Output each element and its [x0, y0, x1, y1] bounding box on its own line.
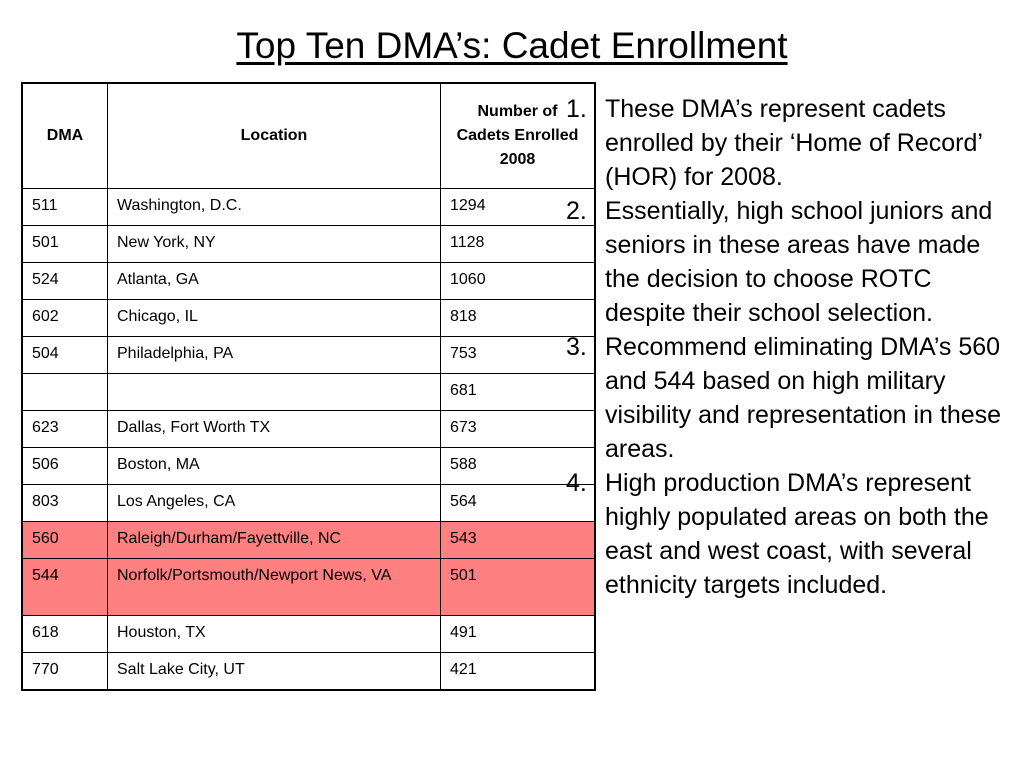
cell-location: Chicago, IL: [108, 300, 441, 337]
note-item: [564, 92, 1004, 194]
table-row: [22, 411, 595, 448]
cell-location: Norfolk/Portsmouth/Newport News, VA: [108, 559, 441, 616]
cell-cadets: 501: [441, 559, 596, 616]
cell-location: Salt Lake City, UT: [108, 653, 441, 690]
cell-dma: 504: [22, 337, 108, 374]
cell-dma: 544: [22, 559, 108, 616]
cell-dma: 803: [22, 485, 108, 522]
table-row: [22, 337, 595, 374]
cell-cadets: 1128: [441, 226, 596, 263]
table-row: [22, 485, 595, 522]
enrollment-table-container: [21, 82, 596, 691]
cell-dma: 602: [22, 300, 108, 337]
table-row: [22, 300, 595, 337]
cell-dma: 506: [22, 448, 108, 485]
cell-cadets: 1294: [441, 189, 596, 226]
cell-cadets: 753: [441, 337, 596, 374]
table-row: [22, 263, 595, 300]
cell-location: Dallas, Fort Worth TX: [108, 411, 441, 448]
note-text: High production DMA’s represent highly populated areas on both the east and west coast, with several ethnicity targets included.: [605, 469, 989, 599]
cell-dma: [22, 374, 108, 411]
cell-dma: 623: [22, 411, 108, 448]
table-row: [22, 616, 595, 653]
cell-dma: 524: [22, 263, 108, 300]
table-row-highlighted: [22, 559, 595, 616]
cell-location: Houston, TX: [108, 616, 441, 653]
header-location: Location: [108, 83, 441, 189]
cell-location: Washington, D.C.: [108, 189, 441, 226]
table-header-row: [22, 83, 595, 189]
table-row-highlighted: [22, 522, 595, 559]
cell-location: [108, 374, 441, 411]
header-cadets-enrolled: Number of Cadets Enrolled 2008: [441, 83, 596, 189]
header-dma: DMA: [22, 83, 108, 189]
cell-cadets: 564: [441, 485, 596, 522]
page-title: Top Ten DMA’s: Cadet Enrollment: [236, 25, 788, 66]
table-row: [22, 448, 595, 485]
note-number: 3.: [566, 333, 587, 361]
note-item: [564, 194, 1004, 330]
cell-dma: 770: [22, 653, 108, 690]
note-item: [564, 330, 1004, 466]
cell-dma: 618: [22, 616, 108, 653]
cell-cadets: 421: [441, 653, 596, 690]
cell-cadets: 818: [441, 300, 596, 337]
note-text: Essentially, high school juniors and seniors in these areas have made the decision to choose ROTC despite their school selection.: [605, 197, 993, 327]
note-number: 2.: [566, 197, 587, 225]
note-number: 4.: [566, 469, 587, 497]
cell-cadets: 681: [441, 374, 596, 411]
notes-list: [564, 92, 1004, 602]
table-row: [22, 653, 595, 690]
table-row: [22, 189, 595, 226]
cell-dma: 501: [22, 226, 108, 263]
cell-cadets: 588: [441, 448, 596, 485]
cell-location: Atlanta, GA: [108, 263, 441, 300]
note-item: [564, 466, 1004, 602]
cell-dma: 560: [22, 522, 108, 559]
note-number: 1.: [566, 95, 587, 123]
table-row: [22, 226, 595, 263]
cell-location: Boston, MA: [108, 448, 441, 485]
enrollment-table: [21, 82, 596, 691]
cell-cadets: 673: [441, 411, 596, 448]
note-text: These DMA’s represent cadets enrolled by their ‘Home of Record’ (HOR) for 2008.: [605, 95, 983, 191]
cell-location: New York, NY: [108, 226, 441, 263]
note-text: Recommend eliminating DMA’s 560 and 544 based on high military visibility and representation in these areas.: [605, 333, 1002, 463]
cell-cadets: 1060: [441, 263, 596, 300]
cell-location: Philadelphia, PA: [108, 337, 441, 374]
cell-dma: 511: [22, 189, 108, 226]
cell-location: Raleigh/Durham/Fayettville, NC: [108, 522, 441, 559]
cell-cadets: 491: [441, 616, 596, 653]
cell-cadets: 543: [441, 522, 596, 559]
cell-location: Los Angeles, CA: [108, 485, 441, 522]
table-row: [22, 374, 595, 411]
